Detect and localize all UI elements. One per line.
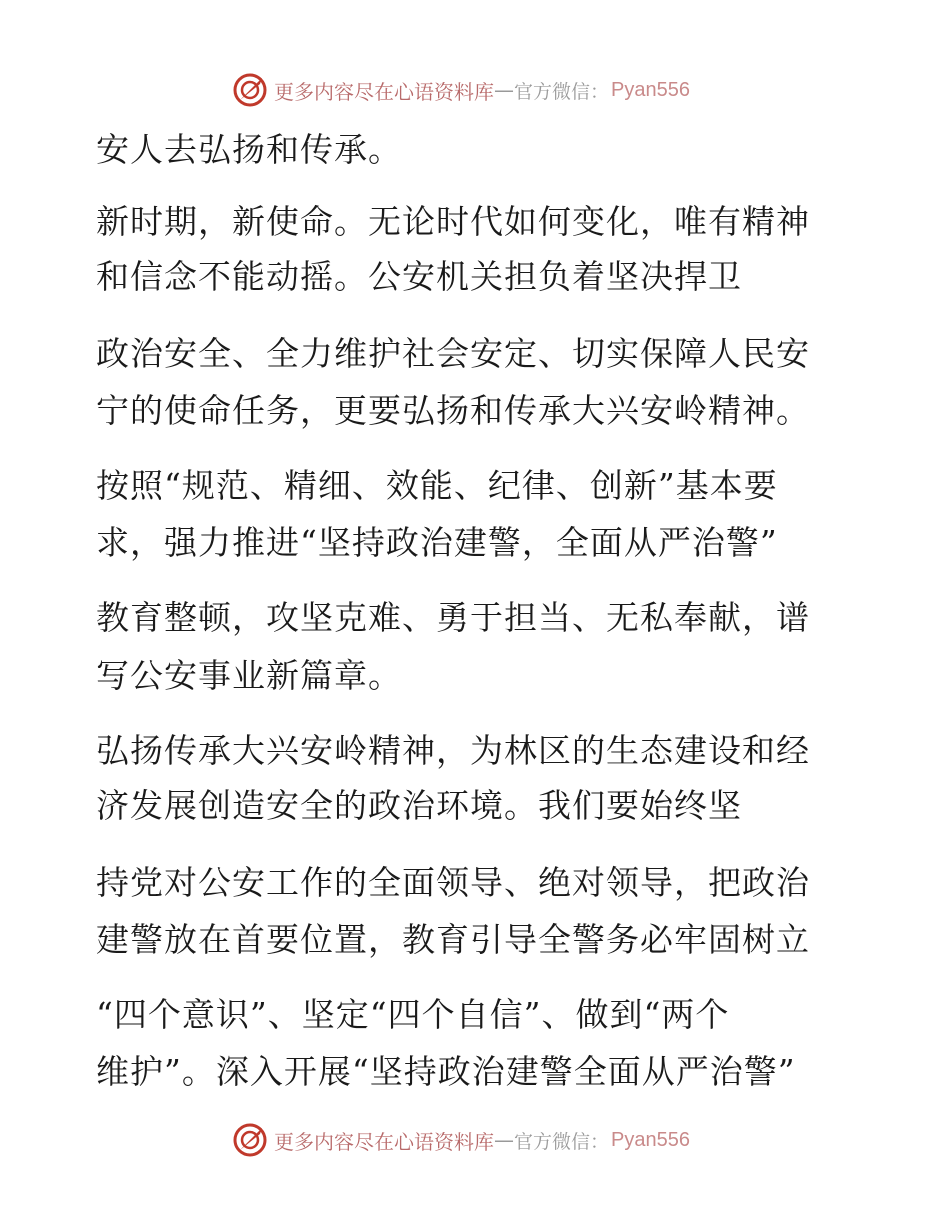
footer-watermark: [232, 1120, 690, 1160]
watermark-separator: —: [494, 78, 514, 102]
body-line: 教育整顿，攻坚克难、勇于担当、无私奉献，谱: [96, 598, 810, 637]
body-line: 安人去弘扬和传承。: [96, 130, 402, 169]
brand-logo-icon: [232, 1122, 268, 1158]
watermark-text: 更多内容尽在心语资料库: [274, 1129, 494, 1154]
watermark-separator: —: [494, 1128, 514, 1152]
brand-logo-icon: [232, 72, 268, 108]
header-watermark: [232, 70, 690, 110]
body-line: 弘扬传承大兴安岭精神，为林区的生态建设和经: [96, 731, 810, 770]
body-line: 新时期，新使命。无论时代如何变化，唯有精神: [96, 202, 810, 241]
watermark-wechat-id: Pyan556: [611, 78, 690, 101]
watermark-wechat-id: Pyan556: [611, 1128, 690, 1151]
watermark-text: 更多内容尽在心语资料库: [274, 79, 494, 104]
body-line: 写公安事业新篇章。: [96, 656, 402, 695]
watermark-wechat-label: 官方微信：: [514, 80, 610, 103]
body-line: 建警放在首要位置，教育引导全警务必牢固树立: [96, 920, 810, 959]
watermark-wechat-label: 官方微信：: [514, 1130, 610, 1153]
body-line: 政治安全、全力维护社会安定、切实保障人民安: [96, 334, 810, 373]
body-line: 按照“规范、精细、效能、纪律、创新”基本要: [96, 466, 778, 505]
body-line: 持党对公安工作的全面领导、绝对领导，把政治: [96, 863, 810, 902]
body-line: 维护”。深入开展“坚持政治建警全面从严治警”: [96, 1052, 796, 1091]
body-line: “四个意识”、坚定“四个自信”、做到“两个: [96, 995, 730, 1034]
body-line: 求，强力推进“坚持政治建警，全面从严治警”: [96, 523, 778, 562]
body-line: 和信念不能动摇。公安机关担负着坚决捍卫: [96, 257, 742, 296]
body-line: 济发展创造安全的政治环境。我们要始终坚: [96, 786, 742, 825]
body-line: 宁的使命任务，更要弘扬和传承大兴安岭精神。: [96, 391, 810, 430]
